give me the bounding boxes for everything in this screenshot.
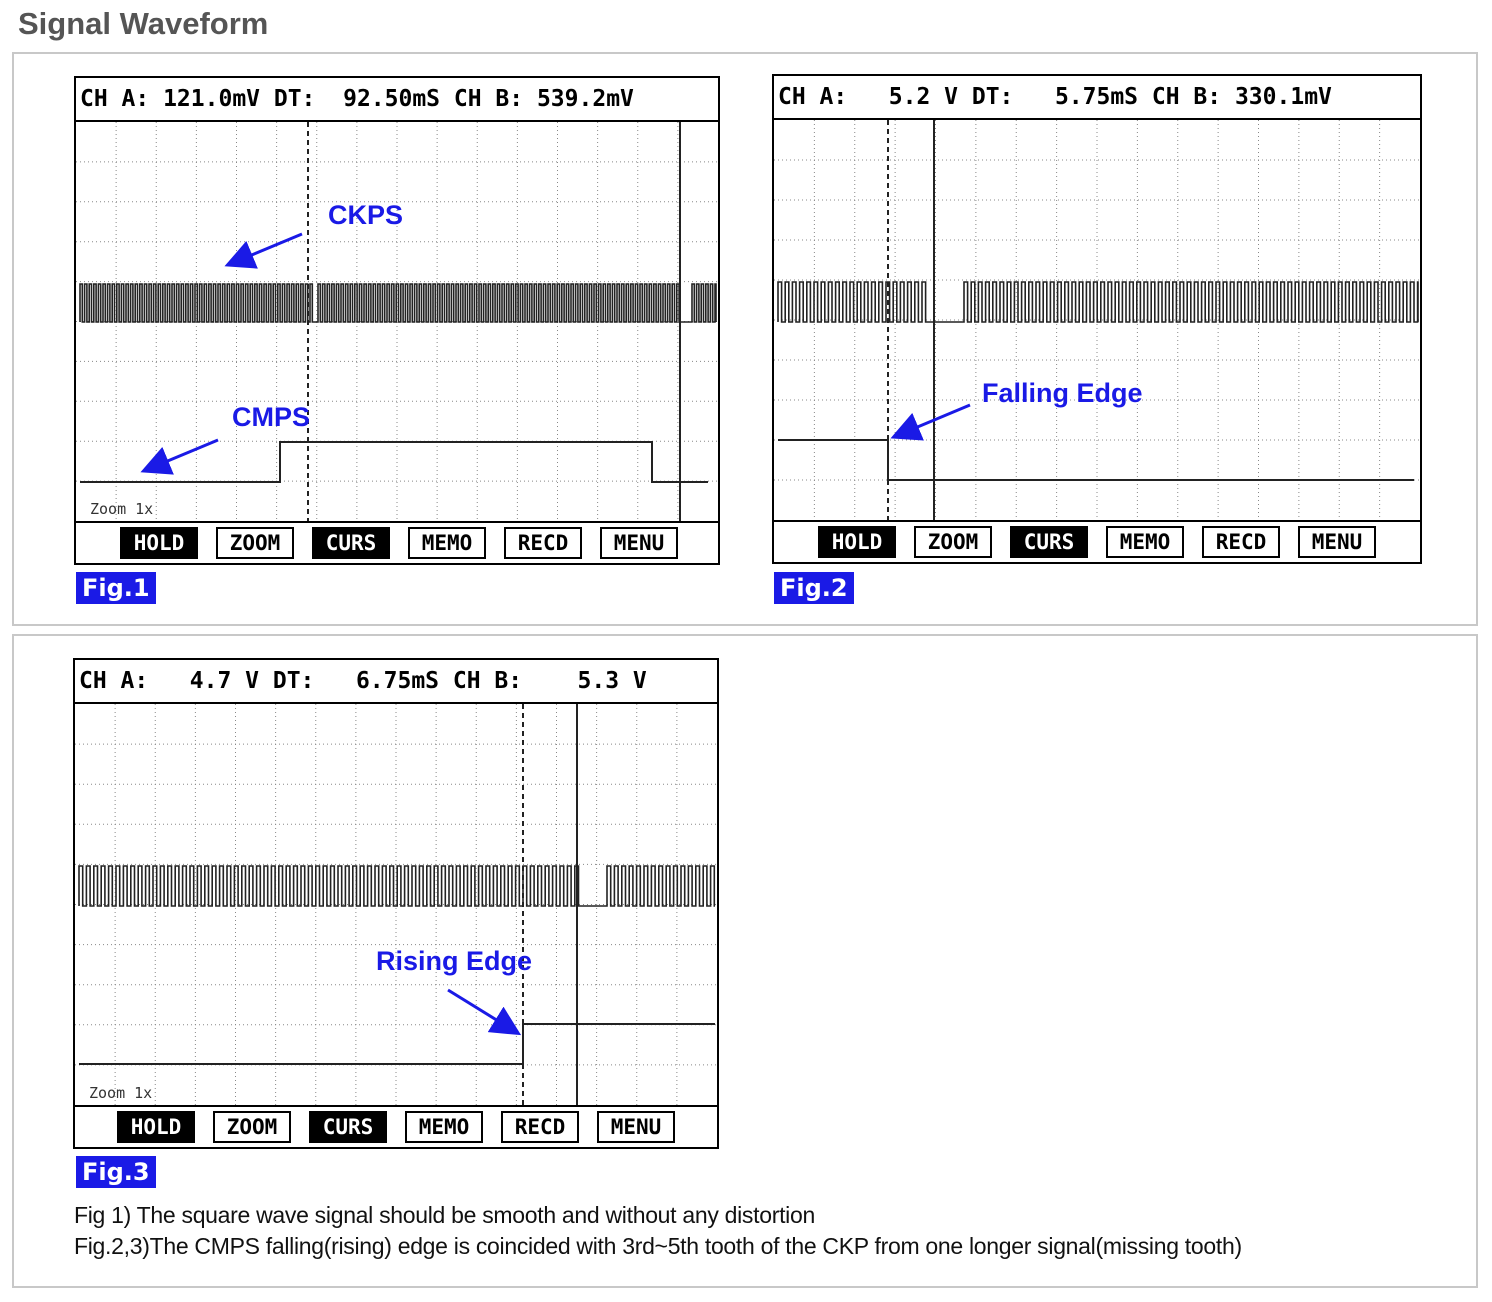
button-bar — [76, 521, 718, 563]
waveform-graph — [76, 122, 718, 521]
zoom-button[interactable]: ZOOM — [216, 527, 294, 559]
button-bar — [774, 520, 1420, 562]
recd-button[interactable]: RECD — [501, 1111, 579, 1143]
cmps-waveform — [778, 440, 1414, 480]
waveform-graph — [75, 704, 717, 1105]
scope-screen-fig1 — [74, 76, 720, 565]
menu-button[interactable]: MENU — [600, 527, 678, 559]
annotation-rising-edge: Rising Edge — [376, 946, 533, 976]
recd-button[interactable]: RECD — [1202, 526, 1280, 558]
annotation-cmps: CMPS — [232, 402, 311, 432]
figure-label-2: Fig.2 — [774, 572, 854, 604]
figure-label-3: Fig.3 — [76, 1156, 156, 1188]
zoom-button[interactable]: ZOOM — [213, 1111, 291, 1143]
scope-header: CH A: 121.0mV DT: 92.50mS CH B: 539.2mV — [76, 78, 718, 122]
curs-button[interactable]: CURS — [312, 527, 390, 559]
ckps-waveform — [778, 282, 1418, 322]
curs-button[interactable]: CURS — [1010, 526, 1088, 558]
hold-button[interactable]: HOLD — [818, 526, 896, 558]
annotation-ckps: CKPS — [328, 200, 404, 230]
figure-label-1: Fig.1 — [76, 572, 156, 604]
curs-button[interactable]: CURS — [309, 1111, 387, 1143]
scope-header: CH A: 5.2 V DT: 5.75mS CH B: 330.1mV — [774, 76, 1420, 120]
ckps-waveform — [80, 284, 716, 322]
button-bar — [75, 1105, 717, 1147]
annotation-falling-edge: Falling Edge — [982, 378, 1143, 408]
caption-line-1: Fig 1) The square wave signal should be smooth and without any distortion — [74, 1202, 815, 1228]
waveform-svg — [75, 704, 717, 1105]
caption-line-2: Fig.2,3)The CMPS falling(rising) edge is coincided with 3rd~5th tooth of the CKP from one longer signal(missing tooth) — [74, 1233, 1242, 1259]
waveform-svg — [774, 120, 1420, 520]
scope-screen-fig3 — [73, 658, 719, 1149]
scope-header: CH A: 4.7 V DT: 6.75mS CH B: 5.3 V — [75, 660, 717, 704]
zoom-indicator: Zoom 1x — [90, 500, 154, 518]
zoom-button[interactable]: ZOOM — [914, 526, 992, 558]
scope-screen-fig2 — [772, 74, 1422, 564]
hold-button[interactable]: HOLD — [120, 527, 198, 559]
waveform-graph — [774, 120, 1420, 520]
memo-button[interactable]: MEMO — [1106, 526, 1184, 558]
cmps-waveform — [79, 1024, 715, 1064]
ckps-waveform — [79, 866, 715, 906]
cmps-waveform — [80, 442, 708, 482]
waveform-svg — [76, 122, 718, 521]
memo-button[interactable]: MEMO — [405, 1111, 483, 1143]
page-title: Signal Waveform — [18, 6, 269, 41]
memo-button[interactable]: MEMO — [408, 527, 486, 559]
menu-button[interactable]: MENU — [597, 1111, 675, 1143]
zoom-indicator: Zoom 1x — [89, 1084, 153, 1102]
hold-button[interactable]: HOLD — [117, 1111, 195, 1143]
recd-button[interactable]: RECD — [504, 527, 582, 559]
menu-button[interactable]: MENU — [1298, 526, 1376, 558]
